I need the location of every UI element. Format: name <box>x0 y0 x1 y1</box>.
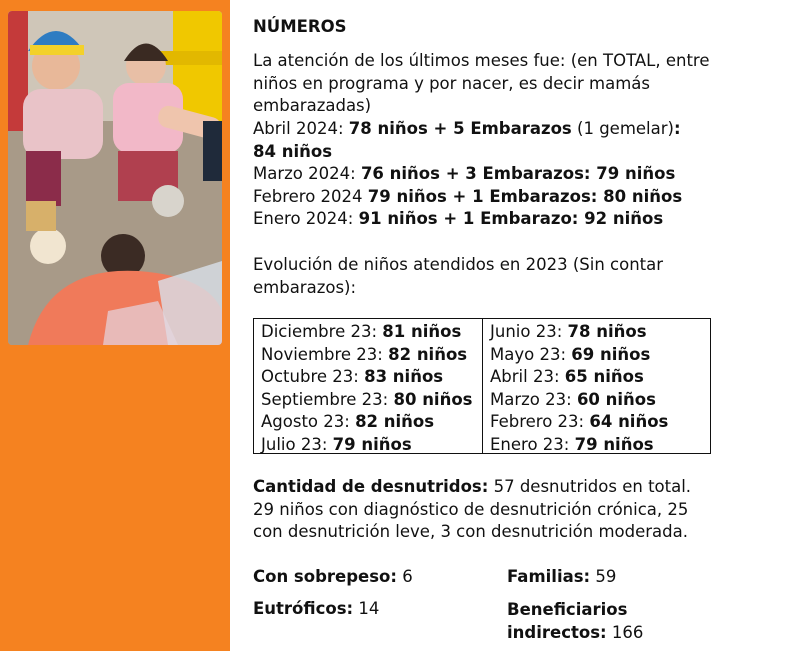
section-title: NÚMEROS <box>253 17 347 36</box>
evolution-heading: Evolución de niños atendidos en 2023 (Sin contar embarazos): <box>253 255 664 297</box>
table-row: Junio 23: 78 niños <box>490 322 647 341</box>
table-row: Noviembre 23: 82 niños <box>261 344 468 364</box>
table-left-column <box>254 319 483 453</box>
intro-text: La atención de los últimos meses fue: (en TOTAL, entre niños en programa y por nacer, es decir mamás embarazadas) <box>253 51 710 115</box>
table-row: Agosto 23: 82 niños <box>261 412 435 431</box>
month-line-february: Febrero 2024 79 niños + 1 Embarazos: 80 niños <box>253 186 683 206</box>
table-row: Julio 23: 79 niños <box>261 434 412 454</box>
month-line-march: Marzo 2024: 76 niños + 3 Embarazos: 79 niños <box>253 164 676 183</box>
month-line-april: Abril 2024: 78 niños + 5 Embarazos (1 gemelar): <box>253 119 681 138</box>
malnutrition-paragraph <box>253 476 703 544</box>
families-stat: Familias: 59 <box>507 567 617 586</box>
indirect-beneficiaries-stat: Beneficiarios indirectos: 166 <box>507 600 644 642</box>
table-row: Marzo 23: 60 niños <box>490 389 656 409</box>
table-row: Octubre 23: 83 niños <box>261 367 444 386</box>
children-photo-illustration <box>8 11 222 345</box>
month-line-january: Enero 2024: 91 niños + 1 Embarazo: 92 niños <box>253 209 664 228</box>
month-line-april-total: 84 niños <box>253 141 333 161</box>
evolution-2023-table <box>253 318 711 454</box>
malnutrition-text: 57 desnutridos en total. 29 niños con diagnóstico de desnutrición crónica, 25 con desnutrición leve, 3 con desnutrición moderada. <box>253 477 692 541</box>
children-photo <box>8 11 222 345</box>
orange-sidebar <box>0 0 230 651</box>
table-row: Febrero 23: 64 niños <box>490 412 669 431</box>
table-row: Abril 23: 65 niños <box>490 367 644 386</box>
table-row: Septiembre 23: 80 niños <box>261 389 473 409</box>
table-row: Mayo 23: 69 niños <box>490 344 651 364</box>
recent-months-list <box>253 118 733 231</box>
eutrophic-stat: Eutróficos: 14 <box>253 599 380 618</box>
malnutrition-label: Cantidad de desnutridos: <box>253 477 489 496</box>
overweight-stat: Con sobrepeso: 6 <box>253 567 413 586</box>
table-row: Diciembre 23: 81 niños <box>261 322 462 341</box>
table-row: Enero 23: 79 niños <box>490 434 654 454</box>
table-right-column <box>483 319 710 453</box>
